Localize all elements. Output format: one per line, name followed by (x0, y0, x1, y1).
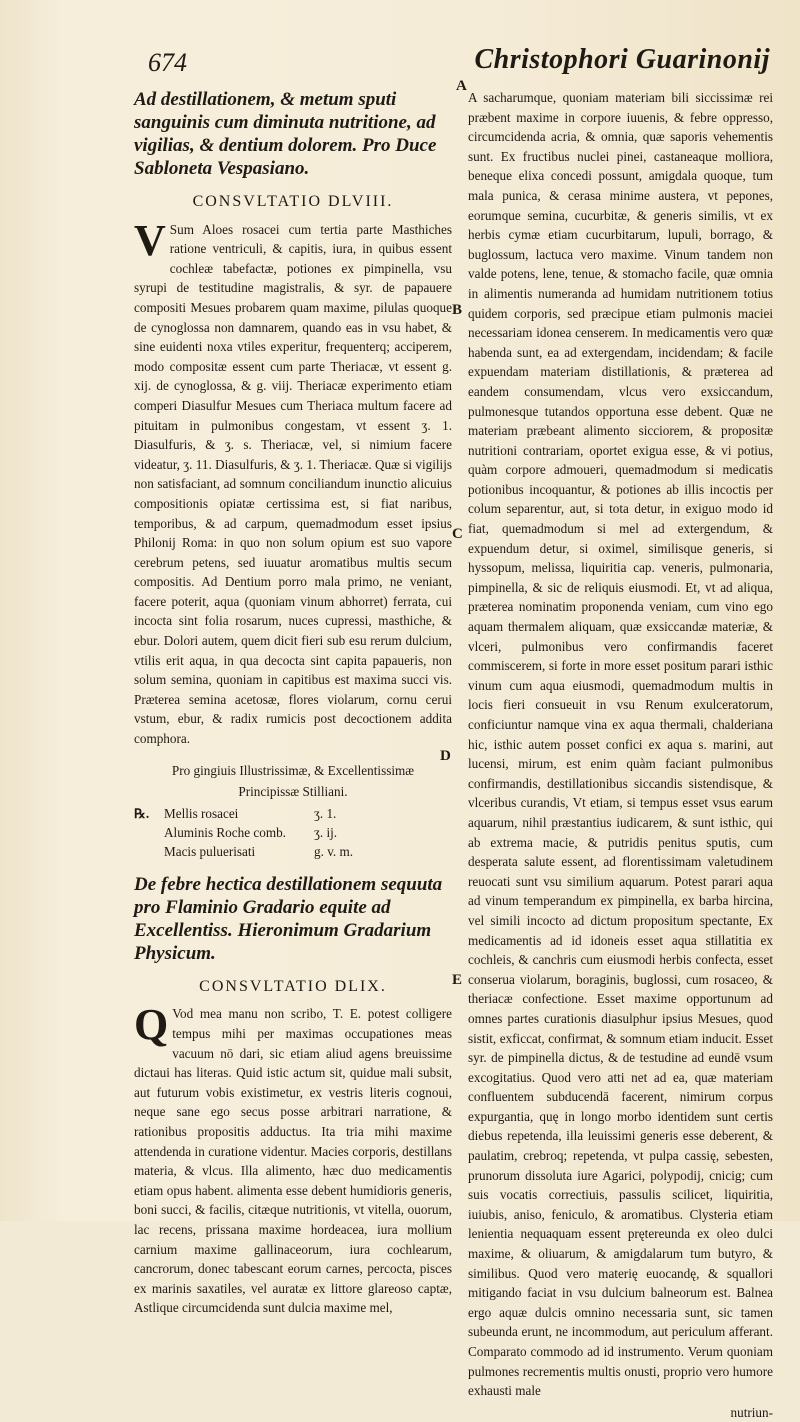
recipe-symbol: ℞. (134, 805, 150, 821)
recipe-ingredient: Mellis rosacei (164, 805, 239, 821)
left-column (134, 88, 452, 1318)
consultatio-heading-1: CONSVLTATIO DLVIII. (192, 193, 394, 210)
catchword: nutriun- (730, 1404, 773, 1420)
margin-letter-a: A (456, 78, 467, 94)
margin-letter-d: D (440, 748, 451, 764)
margin-letter-b: B (452, 302, 463, 318)
page-header (140, 42, 770, 82)
margin-letter-e: E (452, 972, 463, 988)
margin-letter-c: C (452, 526, 463, 542)
recipe-amount: g. v. m. (314, 843, 354, 859)
consultatio-2-text (134, 1000, 452, 1318)
section-title-2: De febre hectica destillationem sequuta pro Flaminio Gradario equite ad Excellentiss. Hieronimum Gradarium Physicum. (134, 873, 443, 964)
running-head: Christophori Guarinonij (474, 44, 770, 75)
recipe-row (134, 823, 452, 842)
recipe-amount: ʒ. ij. (314, 824, 338, 840)
right-column-text: A sacharumque, quoniam materiam bili siccissimæ rei præbent maxime in corpore iuuenis, & febre oppresso, circumcidenda acria, & omnia, quæ saporis vehementis sunt. Ex fructibus nuclei pinei, castaneaque molliora, beneque elixa concedi possunt, amigdala quoque, tum mala punica, & cerasa minime austera, vt pepones, eorumque semina, cucurbitæ, & generis similis, vt ex herbis cymæ etiam cucurbitarum, lupuli, borrago, & buglossum, lactuca vero maxime. Vinum tandem non valde potens, lene, tenue, & stomacho facile, quæ omnia in alimentis numeranda ad humidam nutritionem totius quidem corporis, sed præcipue etiam pulmonis maciei necessariam idonea censerem. In medicamentis vero quæ habenda sunt, ea ad extergendam, incidendam; & facile expuendam materiam distillationis, & præterea ad eandem consumendam, vlcus vero exsiccandum, pulmonesque tutandos opportuna esse debent. Quæ ne materiam præbeant alimento sicciorem, & propositæ nutritioni contrariam, oportet exigua esse, & vi potius, quàm corpore admoueri, quemadmodum si medicatis potionibus incoquantur, & potiones ab illis incoctis per colum separentur, aut, si tota detur, in exiguo modo id fiat, quemadmodum si mel ad extergendum, & expuendum detur, si oximel, similisque generis, si hyssopum, melissa, liquiritia cap. veneris, pulmonaria, pimpinella, & sic de reliquis eiusmodi. Et, vt ad aliqua, præterea nominatim proponenda veniam, cum vino ego aquam thermalem aliquam, quæ exsiccandæ materiæ, & vlceri, pulmonibus vero confirmandis faceret commiscerem, si forte in more esset positum parari isthic vinum cum aqua eiusmodi, quemadmodum multis in locis fieri consueuit in vsu Renum exulceratorum, conficiuntur namque vina ex aqua thermali, chalderiana hic, isthic autem posset confici ex aqua s. marini, aut lucensi, mirum, est enim quàm faciant pulmonibus confirmandis, destillationibus siccandis sistendisque, & vlceribus curandis, Vt etiam, si tempus esset vsus earum aquarum, nihil præstantius iudicarem, & sunt isthic, qui ab extrema macie, & putridis penitus sputis, cum desperata salute essent, ad florentissimam valetudinem reuocati sunt vsu similium aquarum. Potest parari aqua ad vinum temperandum ex pimpinella, ex barba hircina, vel simili incocto ad dictum propositum spectante, Ex medicamentis ad id idoneis esset aqua stillatitia ex cochleis, & canchris cum eiusmodi herbis confecta, esset conserua violarum, boraginis, buglossi, cum rosaceo, & theriacæ confectione. Esset maxime opportunum ad omnes partes curationis diasulphur ipsius Mesues, quod sistit, exficcat, confirmat, & somnum etiam inducit. Esset syr. de pimpinella dictus, & de testudine ad eundē vsum excogitatius. Quod vero atti net ad ea, quæ materiam confluentem subducendā facerent, nimirum corpus expurgantia, quę in longo morbo identidem sunt certis diebus repetenda, illa leuissimi generis esse deberent, & paulatim, crebroq; repetenda, vt pulpa cassię, sebesten, prunorum dissoluta iure Agarici, polypodij, cnicig; cum suis vocatis correctiuis, passulis scilicet, liquiritia, iuiubis, aniso, feniculo, & aromatibus. Clysteria etiam lenientia nequaquam essent prętereunda ex oleo dulci maxime, & oliuarum, & amigdalarum tum butyro, & similibus. Quod vero materię euocandę, & squallori mitigando faciat in vsu dulcium balneorum est. Balnea ergo aquæ dulcis omnino necessaria sunt, sic tamen subeunda erunt, ne incommodum, aut periculum afferant. Comparato commodo ad id instrumento. Verum quoniam pulmones recrementis multis onusti, proprio vero humore exhausti male (468, 90, 773, 1399)
recipe-amount: ʒ. 1. (314, 805, 337, 821)
drop-cap-1: V (134, 215, 166, 265)
consultatio-heading-2: CONSVLTATIO DLIX. (199, 977, 387, 995)
recipe-symbol (134, 823, 164, 842)
drop-cap-2: Q (134, 1000, 169, 1050)
recipe-ingredient: Macis puluerisati (164, 843, 256, 859)
recipe-row (134, 804, 452, 823)
consultatio-1-body: Sum Aloes rosacei cum tertia parte Masthiches ratione ventriculi, & capitis, iura, in quibus essent cochleæ tabefactæ, potiones ex pimpinella, vsu syrupi de testitudine magistralis, & syr. de papauere compositi Mesues probarem quam maxime, pilulas quoque de cynoglossa non damnarem, quando eas in vsu habet, & sine euidenti noxa vtiles experitur, frequenterq; acciperem, modo compositæ essent cum parte Theriacæ, vt essent g. xij. de cynoglossa, & g. viij. Theriacæ experimento etiam comperi Diasulfur Mesues cum Theriaca multum facere ad pituitam in pulmonibus congestam, vt essent ʒ. 1. Diasulfuris, & ʒ. s. Theriacæ, vel, si nimium facere videatur, ʒ. 11. Diasulfuris, & ʒ. 1. Theriacæ. Quæ si vigilijs non satisfaciant, ad somnum conciliandum inunctio alicuius compositionis opiatæ certissima est, si fiat naribus, temporibus, & ad carpum, quemadmodum esset ipsius Philonij Roma: in quo non solum opium est suo vapore cerebrum petens, sed iuuatur aromatibus multis secum compositis. Ad Dentium porro mala primo, ne veniant, facere poterit, aqua (quoniam vinum abhorret) ferrata, cui incocta sint folia rosarum, nuces cupressi, masthiche, & ebur. Dolori autem, quem dicit fieri sub esu rerum dulcium, vtilis erit aqua, in qua decocta sint capita papaueris, non solum semina, quoniam in capitibus est maxima succi vis. Præterea semina acetosæ, flores violarum, cornu cerui vstum, ebur, & radix rumicis post decoctionem addita comphora. (134, 221, 452, 747)
page-number: 674 (148, 48, 187, 77)
consultatio-2-body: Vod mea manu non scribo, T. E. potest colligere tempus mihi per maximas occupationes meas vacuum nō dari, sic etiam aliud agens breuissime dictaui has literas. Quid istic actum sit, quidue mali subsit, aut futurum vobis existimetur, ex vestris literis cognoui, neque sane ego secus posse arbitrari narratione, & rationibus propositis adductus. Ita tria mihi maxime attendenda in curatione videntur. Macies corporis, destillans materia, & vlcus. Illa alimento, hæc duo medicamentis etiam opus habent. alimenta esse debent humidioris generis, boni succi, & facilis, citæque nutritionis, vt vitella, ouorum, lac recens, prissana maxime hordeacea, iura mollium carnium maxime gallinaceorum, iura cochlearum, cancrorum, donec tabescant eorum carnes, percocta, pisces ex marinis saxatiles, vel auratæ ex littore glareoso captæ, Astlique circumcidenda sunt dulcia maxime mel, (134, 1006, 452, 1316)
recipe-intro-line-1: Pro gingiuis Illustrissimæ, & Excellentissimæ (171, 762, 415, 778)
recipe-symbol (134, 842, 164, 861)
recipe-block (134, 761, 452, 861)
section-title-1: Ad destillationem, & metum sputi sanguinis cum diminuta nutritione, ad vigilias, & dentium dolorem. Pro Duce Sabloneta Vespasiano. (134, 89, 437, 179)
recipe-row (134, 842, 452, 861)
recipe-intro-line-2: Principissæ Stilliani. (238, 784, 348, 800)
recipe-ingredient: Aluminis Roche comb. (164, 824, 286, 840)
consultatio-1-text (134, 215, 452, 749)
right-column (468, 88, 773, 1422)
